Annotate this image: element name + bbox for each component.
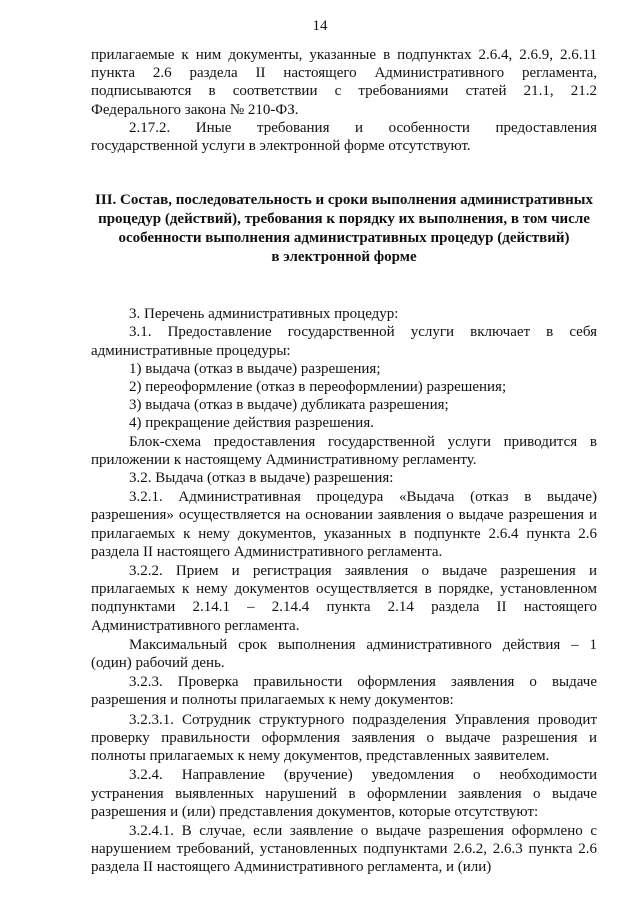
paragraph-continuation: прилагаемые к ним документы, указанные в подпунктах 2.6.4, 2.6.9, 2.6.11 пункта 2.6 раздела II настоящего Административного регламента, подписываются в соответствии с требованиями статей 21.1, 21.2 Федерального закона № 210-ФЗ.	[91, 47, 597, 118]
paragraph-3-2-3: 3.2.3. Проверка правильности оформления заявления о выдаче разрешения и полноты прилагаемых к нему документов:	[91, 674, 597, 709]
document-body	[91, 46, 597, 877]
paragraph-3-2-3-1: 3.2.3.1. Сотрудник структурного подразделения Управления проводит проверку правильности оформления заявления о выдаче разрешения и полноты прилагаемых к нему документов, представленных заявителем.	[91, 711, 597, 765]
section-heading-line: в электронной форме	[271, 249, 417, 266]
list-item: 1) выдача (отказ в выдаче) разрешения;	[129, 360, 381, 377]
paragraph-3-2-4-1: 3.2.4.1. В случае, если заявление о выдаче разрешения оформлено с нарушением требований, установленных подпунктами 2.6.2, 2.6.3 пункта 2.6 раздела II настоящего Административного регламента, и (или)	[91, 822, 597, 876]
section-heading-line: III. Состав, последовательность и сроки выполнения административных	[95, 192, 593, 209]
list-item: 4) прекращение действия разрешения.	[129, 415, 374, 432]
paragraph-3-2-1: 3.2.1. Административная процедура «Выдача (отказ в выдаче) разрешения» осуществляется на основании заявления о выдаче разрешения и прилагаемых к нему документов, указанных в подпункте 2.6.4 пункта 2.6 раздела II настоящего Административного регламента.	[91, 489, 597, 560]
list-item: 3) выдача (отказ в выдаче) дубликата разрешения;	[129, 397, 449, 414]
paragraph-2-17-2: 2.17.2. Иные требования и особенности предоставления государственной услуги в электронной форме отсутствуют.	[91, 119, 597, 155]
paragraph-3-2-2: 3.2.2. Прием и регистрация заявления о выдаче разрешения и прилагаемых к нему документов осуществляется в порядке, установленном подпунктами 2.14.1 – 2.14.4 пункта 2.14 раздела II настоящего Административного регламента.	[91, 563, 597, 634]
paragraph-max-term: Максимальный срок выполнения административного действия – 1 (один) рабочий день.	[91, 636, 597, 672]
paragraph-3-1: 3.1. Предоставление государственной услуги включает в себя административные процедуры:	[91, 324, 597, 359]
section-heading-line: процедур (действий), требования к порядку их выполнения, в том числе	[98, 211, 590, 228]
paragraph-3: 3. Перечень административных процедур:	[129, 306, 399, 323]
paragraph-3-2: 3.2. Выдача (отказ в выдаче) разрешения:	[129, 470, 394, 487]
page-number: 14	[312, 18, 328, 34]
section-heading-line: особенности выполнения административных процедур (действий)	[118, 230, 570, 247]
list-item: 2) переоформление (отказ в переоформлении) разрешения;	[129, 379, 507, 396]
paragraph-3-2-4: 3.2.4. Направление (вручение) уведомления о необходимости устранения выявленных нарушений в оформлении заявления о выдаче разрешения и (или) представления документов, которые отсутствуют:	[91, 767, 597, 820]
paragraph-block-scheme: Блок-схема предоставления государственной услуги приводится в приложении к настоящему Административному регламенту.	[91, 433, 597, 468]
section-heading	[91, 191, 597, 267]
